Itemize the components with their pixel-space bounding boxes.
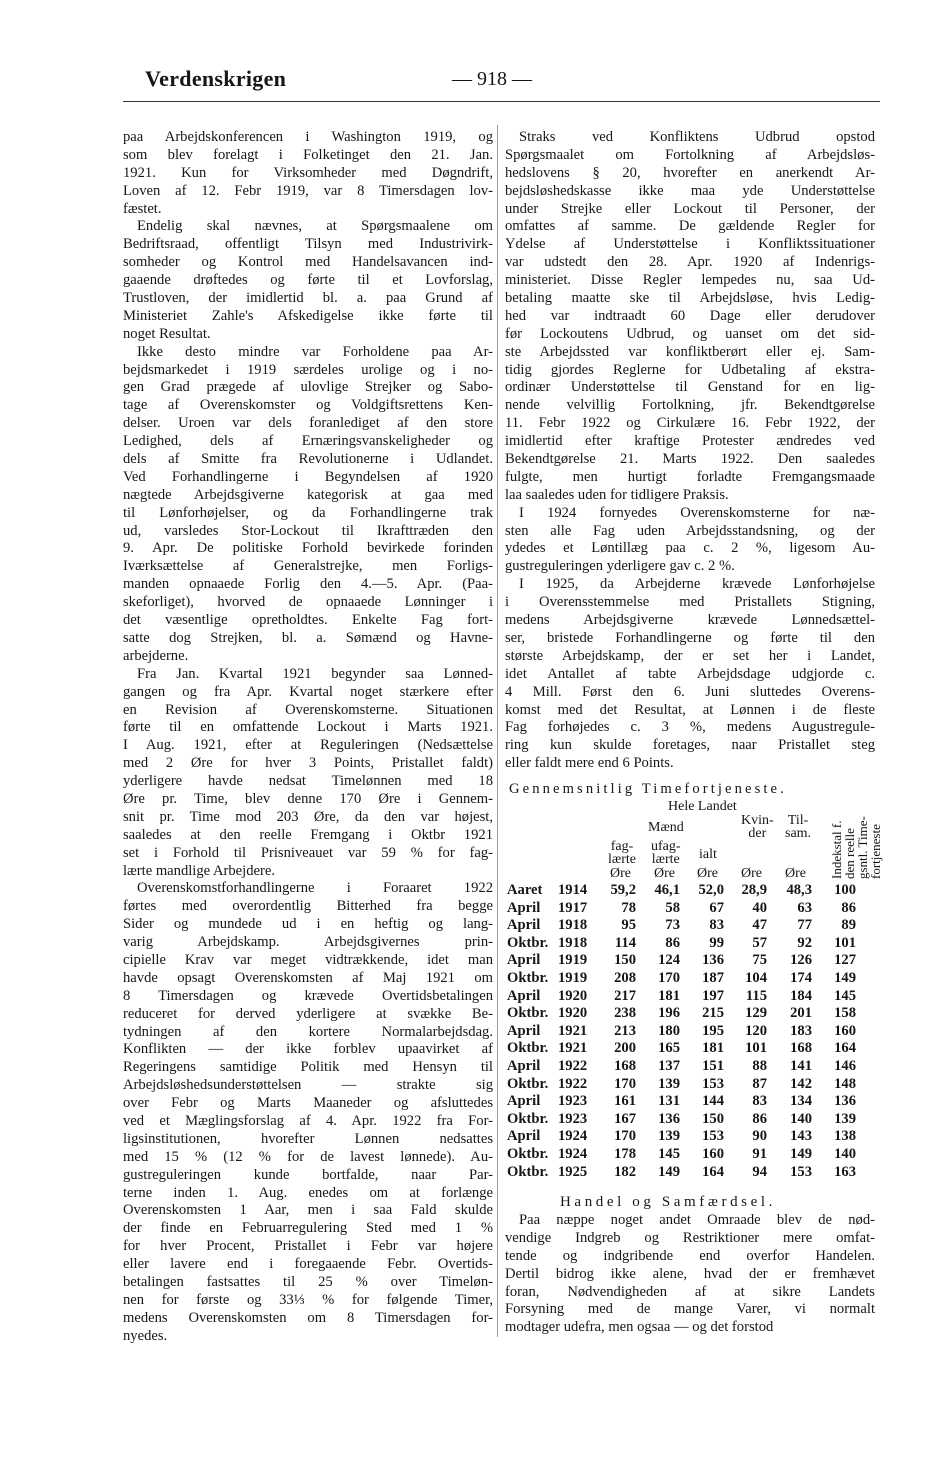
text-line: 4 Mill. Først den 6. Juni sluttedes Overens- bbox=[505, 683, 875, 700]
value-cell: 168 bbox=[614, 1058, 636, 1074]
text-line: arbejderne. bbox=[123, 647, 189, 664]
paragraph bbox=[123, 880, 493, 1345]
value-cell: 158 bbox=[834, 1005, 856, 1022]
unit-label: Øre bbox=[610, 866, 631, 881]
value-cell: 165 bbox=[658, 1040, 680, 1057]
header-rule bbox=[123, 101, 880, 102]
period-label: Aaret bbox=[507, 882, 543, 898]
text-line: hedslovens § 20, hvorefter en anerkendt Ar- bbox=[505, 164, 875, 181]
text-line: fulgte, men hurtigt forladte Fremgangsmaade bbox=[505, 468, 875, 485]
text-line: tende og indgribende end overfor Handelen. bbox=[505, 1247, 875, 1264]
value-cell: 142 bbox=[790, 1075, 812, 1092]
text-line: hed var indtraadt 60 Dage eller derudover bbox=[505, 307, 875, 324]
right-column bbox=[505, 129, 875, 773]
text-line: ud, varsledes Stor-Lockout til Ikrafttræden den bbox=[123, 522, 493, 539]
index-header-line: Indekstal f. bbox=[829, 820, 844, 879]
index-header-line: fortjeneste bbox=[868, 824, 883, 879]
text-line: til Lønforhøjelser, og da Forhandlingerne trak bbox=[123, 504, 493, 521]
header-faglaerte: fag- lærte bbox=[608, 839, 636, 867]
text-line: ydedes et Løntillæg paa c. 2 %, ligesom Au- bbox=[505, 540, 875, 557]
text-line: i Overensstemmelse med Pristallets Stigning, bbox=[505, 594, 875, 611]
value-cell: 137 bbox=[658, 1058, 680, 1074]
text-line: somheder og Kontrol med Handelsavancen ind- bbox=[123, 254, 493, 271]
text-line: delser. Uroen var dels foranlediget af den store bbox=[123, 415, 493, 432]
value-cell: 77 bbox=[797, 917, 812, 934]
value-cell: 59,2 bbox=[610, 882, 636, 898]
value-cell: 136 bbox=[702, 952, 724, 969]
text-line: Fra Jan. Kvartal 1921 begynder saa Lønned- bbox=[137, 665, 493, 682]
table-row bbox=[507, 1146, 877, 1164]
section-body bbox=[505, 1212, 875, 1337]
value-cell: 140 bbox=[834, 1146, 856, 1162]
value-cell: 195 bbox=[702, 1022, 724, 1039]
value-cell: 170 bbox=[614, 1075, 636, 1092]
value-cell: 180 bbox=[658, 1022, 680, 1039]
table-row bbox=[507, 1058, 877, 1076]
value-cell: 149 bbox=[658, 1163, 680, 1180]
text-line: som blev forelagt i Folketinget den 21. Jan. bbox=[123, 146, 493, 163]
value-cell: 92 bbox=[797, 934, 812, 951]
text-line: yderligere havde nedsat Timelønnen med 18 bbox=[123, 773, 493, 790]
text-line: Forsyning med de mange Varer, vi normalt bbox=[505, 1301, 875, 1318]
text-line: Ledighed, dels af Ernæringsvanskeligheder og bbox=[123, 433, 493, 450]
year-cell: 1918 bbox=[558, 917, 588, 934]
year-cell: 1920 bbox=[558, 1005, 588, 1022]
text-line: Ydelse af Understøttelse i Konfliktssituationer bbox=[505, 236, 875, 253]
unit-label: Øre bbox=[697, 866, 718, 881]
value-cell: 139 bbox=[834, 1110, 856, 1127]
text-line: tage af Overenskomster og Voldgiftsrettens Ken- bbox=[123, 397, 493, 414]
text-line: der finde en Februarregulering Sted med 1 % bbox=[123, 1220, 493, 1237]
value-cell: 196 bbox=[658, 1005, 680, 1022]
text-line: største Arbejdskamp, der er set her i Landet, bbox=[505, 647, 875, 664]
text-line: 11. Febr 1922 og Cirkulære 16. Febr 1922, der bbox=[505, 415, 875, 432]
value-cell: 89 bbox=[841, 917, 856, 934]
value-cell: 52,0 bbox=[698, 882, 724, 898]
text-line: over Febr og Marts Maaneder og afsluttedes bbox=[123, 1095, 493, 1112]
value-cell: 150 bbox=[702, 1110, 724, 1127]
table-title: Gennemsnitlig Timefortjeneste. bbox=[509, 781, 787, 797]
value-cell: 150 bbox=[614, 952, 636, 969]
value-cell: 40 bbox=[752, 899, 767, 916]
value-cell: 151 bbox=[702, 1058, 724, 1074]
text-line: modtager udefra, men ogsaa — og det forstod bbox=[505, 1319, 774, 1336]
table-row bbox=[507, 1128, 877, 1146]
value-cell: 114 bbox=[614, 934, 636, 951]
value-cell: 57 bbox=[752, 934, 767, 951]
unit-label: Øre bbox=[654, 866, 675, 881]
text-line: Dertil bidrog ikke alene, hvad der er fremhævet bbox=[505, 1265, 875, 1282]
text-line: imidlertid efter kraftige Protester ændredes ved bbox=[505, 433, 875, 450]
text-line: eller lavere end i foregaaende Febr. Overtids- bbox=[123, 1256, 493, 1273]
text-line: Paa næppe noget andet Omraade blev de nød- bbox=[519, 1212, 875, 1228]
text-line: sten alle Fag uden Arbejdsstandsning, og der bbox=[505, 522, 875, 539]
text-line: Ved Forhandlingerne i Begyndelsen af 1920 bbox=[123, 468, 493, 485]
paragraph bbox=[123, 129, 493, 218]
paragraph bbox=[505, 576, 875, 773]
text-line: 8 Timersdagen og krævede Overtidsbetalingen bbox=[123, 987, 493, 1004]
value-cell: 95 bbox=[621, 917, 636, 934]
text-line: med 2 Øre for hver 3 Points, Pristallet faldt) bbox=[123, 755, 493, 772]
text-line: nægtede Arbejdsgiverne kategorisk at gaa med bbox=[123, 486, 493, 503]
text-line: Konflikten — der ikke forblev upaavirket af bbox=[123, 1041, 493, 1058]
text-line: medens Overenskomsten om 8 Timersdagen for- bbox=[123, 1309, 493, 1326]
text-line: 9. Apr. De politiske Forhold bevirkede forinden bbox=[123, 540, 493, 557]
value-cell: 174 bbox=[790, 970, 812, 986]
value-cell: 170 bbox=[614, 1128, 636, 1145]
value-cell: 163 bbox=[834, 1163, 856, 1180]
text-line: noget Resultat. bbox=[123, 325, 211, 342]
text-line: gustreguleringen kunde bortfalde, naar Par- bbox=[123, 1166, 493, 1183]
year-cell: 1924 bbox=[558, 1128, 588, 1145]
text-line: varig Arbejdskamp. Arbejdsgivernes prin- bbox=[123, 934, 493, 951]
text-line: reduceret for derved yderligere at svække Be- bbox=[123, 1005, 493, 1022]
value-cell: 153 bbox=[702, 1128, 724, 1145]
table-row bbox=[507, 1023, 877, 1041]
value-cell: 138 bbox=[834, 1128, 856, 1145]
text-line: Øre pr. Time, blev denne 170 Øre i Gennem- bbox=[123, 790, 493, 807]
text-line: førte til en omfattende Lockout i Marts 1921. bbox=[123, 719, 493, 736]
value-cell: 83 bbox=[752, 1093, 767, 1110]
table-row bbox=[507, 952, 877, 970]
text-line: set i Forhold til Prisniveauet var 59 % for fag- bbox=[123, 844, 493, 861]
value-cell: 187 bbox=[702, 970, 724, 986]
text-line: nende velvillig Fortolkning, jfr. Bekendtgørelse bbox=[505, 397, 875, 414]
value-cell: 73 bbox=[665, 917, 680, 934]
year-cell: 1914 bbox=[558, 882, 588, 898]
text-line: medens Arbejdsgiverne krævede Lønnedsættel- bbox=[505, 612, 875, 629]
text-line: komst med det Resultat, at Lønnen i de fleste bbox=[505, 701, 875, 718]
value-cell: 100 bbox=[834, 882, 856, 898]
year-cell: 1922 bbox=[558, 1058, 588, 1074]
table-row bbox=[507, 935, 877, 953]
period-label: April bbox=[507, 1058, 541, 1074]
header-tilsammen: Til- sam. bbox=[785, 813, 812, 841]
value-cell: 167 bbox=[614, 1110, 636, 1127]
text-line: Spørgsmaalet om Fortolkning af Arbejdsløs- bbox=[505, 146, 875, 163]
text-line: bejdsmarkedet i 1919 særdeles urolige og i no- bbox=[123, 361, 493, 378]
value-cell: 149 bbox=[834, 970, 856, 986]
value-cell: 149 bbox=[790, 1146, 812, 1162]
table-row bbox=[507, 1040, 877, 1058]
text-line: paa Arbejdskonferencen i Washington 1919, og bbox=[123, 129, 493, 145]
header-ufaglaerte: ufag- lærte bbox=[651, 839, 681, 867]
value-cell: 182 bbox=[614, 1163, 636, 1180]
text-line: 1921. Kun for Virksomheder med Døgndrift, bbox=[123, 164, 493, 181]
text-line: havde opsagt Overenskomsten af Maj 1921 om bbox=[123, 969, 493, 986]
value-cell: 58 bbox=[665, 899, 680, 916]
column-divider bbox=[497, 125, 498, 1337]
value-cell: 126 bbox=[790, 952, 812, 969]
text-line: fæstet. bbox=[123, 200, 162, 217]
year-cell: 1918 bbox=[558, 934, 588, 951]
value-cell: 99 bbox=[709, 934, 724, 951]
text-line: Bekendtgørelse 21. Marts 1922. Den saaledes bbox=[505, 451, 875, 468]
text-line: Ministeriet Zahle's Afskedigelse ikke førte til bbox=[123, 307, 493, 324]
value-cell: 215 bbox=[702, 1005, 724, 1022]
value-cell: 145 bbox=[658, 1146, 680, 1162]
period-label: Oktbr. bbox=[507, 1110, 549, 1127]
text-line: nyedes. bbox=[123, 1327, 168, 1344]
text-line: vendige Indgreb og Restriktioner mere omfat- bbox=[505, 1229, 875, 1246]
text-line: nen for første og 33⅓ % for følgende Timer, bbox=[123, 1291, 493, 1308]
period-label: April bbox=[507, 1128, 541, 1145]
text-line: ligsinstitutionen, hvorefter Lønnen nedsattes bbox=[123, 1130, 493, 1147]
text-line: gustreguleringen yderligere gav c. 2 %. bbox=[505, 558, 735, 575]
text-line: betalingen fastsattes til 25 % over Timeløn- bbox=[123, 1274, 493, 1290]
text-line: idet Antallet af tabte Arbejdsdage udgjorde c. bbox=[505, 665, 875, 682]
text-line: før Lockoutens Udbrud, og uanset om det sid- bbox=[505, 325, 875, 342]
text-line: gaaende drøftedes og førte til et Lovforslag, bbox=[123, 272, 493, 289]
text-line: saaledes at den reelle Fremgang i Oktbr 1921 bbox=[123, 826, 493, 843]
value-cell: 127 bbox=[834, 952, 856, 969]
value-cell: 144 bbox=[702, 1093, 724, 1110]
paragraph bbox=[123, 666, 493, 881]
text-line: Endelig skal nævnes, at Spørgsmaalene om bbox=[137, 218, 493, 235]
text-line: Ikke desto mindre var Forholdene paa Ar- bbox=[137, 343, 493, 360]
value-cell: 28,9 bbox=[741, 882, 767, 898]
value-cell: 83 bbox=[709, 917, 724, 934]
text-line: cipielle Krav var meget vidtrækkende, idet man bbox=[123, 951, 493, 968]
paragraph bbox=[123, 218, 493, 343]
text-line: foran, Nødvendigheden af at sikre Landets bbox=[505, 1283, 875, 1300]
value-cell: 160 bbox=[702, 1146, 724, 1162]
left-column bbox=[123, 129, 493, 1346]
table-row bbox=[507, 900, 877, 918]
text-line: terne inden 1. Aug. enedes om at forlænge bbox=[123, 1184, 493, 1201]
text-line: tidig gjordes Reglerne for Udbetaling af ekstra- bbox=[505, 361, 875, 378]
text-line: snit pr. Time mod 203 Øre, da den var højest, bbox=[123, 808, 493, 825]
table-row bbox=[507, 1076, 877, 1094]
table-row bbox=[507, 988, 877, 1006]
period-label: Oktbr. bbox=[507, 1075, 549, 1092]
value-cell: 184 bbox=[790, 987, 812, 1004]
value-cell: 47 bbox=[752, 917, 767, 934]
period-label: April bbox=[507, 952, 541, 969]
year-cell: 1920 bbox=[558, 987, 588, 1004]
text-line: satte dog Strejken, bl. a. Sømænd og Havne- bbox=[123, 629, 493, 646]
value-cell: 183 bbox=[790, 1022, 812, 1039]
period-label: Oktbr. bbox=[507, 934, 549, 951]
value-cell: 63 bbox=[797, 899, 812, 916]
table-row bbox=[507, 917, 877, 935]
value-cell: 46,1 bbox=[654, 882, 680, 898]
value-cell: 124 bbox=[658, 952, 680, 969]
value-cell: 94 bbox=[752, 1163, 767, 1180]
value-cell: 115 bbox=[745, 987, 767, 1004]
value-cell: 91 bbox=[752, 1146, 767, 1162]
text-line: Trustloven, der imidlertid bl. a. paa Grund af bbox=[123, 290, 493, 307]
paragraph bbox=[123, 344, 493, 666]
value-cell: 104 bbox=[745, 970, 767, 986]
value-cell: 67 bbox=[709, 899, 724, 916]
running-header-title: Verdenskrigen bbox=[145, 66, 287, 91]
value-cell: 170 bbox=[658, 970, 680, 986]
unit-label: Øre bbox=[785, 866, 806, 881]
value-cell: 161 bbox=[614, 1093, 636, 1110]
value-cell: 86 bbox=[665, 934, 680, 951]
text-line: I Aug. 1921, efter at Reguleringen (Nedsættelse bbox=[123, 737, 493, 754]
value-cell: 86 bbox=[841, 899, 856, 916]
text-line: Fag forhøjedes c. 3 %, medens Augustregule- bbox=[505, 719, 875, 736]
page-number: — 918 — bbox=[452, 68, 532, 90]
index-header-line: den reelle bbox=[842, 828, 857, 879]
value-cell: 148 bbox=[834, 1075, 856, 1092]
value-cell: 145 bbox=[834, 987, 856, 1004]
text-line: bejdsløshedskasse ikke maa yde Understøttelse bbox=[505, 182, 875, 199]
text-line: eller faldt mere end 6 Points. bbox=[505, 755, 674, 772]
value-cell: 197 bbox=[702, 987, 724, 1004]
value-cell: 201 bbox=[790, 1005, 812, 1022]
value-cell: 86 bbox=[752, 1110, 767, 1127]
text-line: manden opnaaede Forlig den 4.—5. Apr. (Paa- bbox=[123, 576, 493, 593]
value-cell: 181 bbox=[702, 1040, 724, 1057]
value-cell: 164 bbox=[702, 1163, 724, 1180]
text-line: Overenskomsten 1 Aar, men i saa Fald skulde bbox=[123, 1202, 493, 1219]
period-label: April bbox=[507, 987, 541, 1004]
header-maend: Mænd bbox=[648, 820, 684, 835]
period-label: April bbox=[507, 1022, 541, 1039]
value-cell: 90 bbox=[752, 1128, 767, 1145]
period-label: Oktbr. bbox=[507, 1146, 549, 1162]
table-row bbox=[507, 882, 877, 900]
paragraph bbox=[505, 129, 875, 505]
value-cell: 181 bbox=[658, 987, 680, 1004]
year-cell: 1923 bbox=[558, 1093, 588, 1110]
text-line: laa saaledes uden for tidligere Praksis. bbox=[505, 486, 729, 503]
text-line: en Revision af Overenskomsterne. Situationen bbox=[123, 701, 493, 718]
text-line: Arbejdsløshedsunderstøttelsen — strakte sig bbox=[123, 1077, 493, 1094]
text-line: for hver Procent, Pristallet i Febr var højere bbox=[123, 1238, 493, 1255]
value-cell: 160 bbox=[834, 1022, 856, 1039]
value-cell: 164 bbox=[834, 1040, 856, 1057]
header-ialt: ialt bbox=[699, 847, 717, 862]
text-line: ministeriet. Disse Regler lempedes nu, saa Ud- bbox=[505, 272, 875, 289]
period-label: Oktbr. bbox=[507, 1163, 549, 1180]
text-line: under Strejke eller Lockout til Personer, der bbox=[505, 200, 875, 217]
text-line: ring kun skulde foretages, naar Pristallet steg bbox=[505, 737, 875, 754]
table-row bbox=[507, 1164, 877, 1182]
period-label: Oktbr. bbox=[507, 1040, 549, 1057]
text-line: Loven af 12. Febr 1919, var 8 Timersdagen lov- bbox=[123, 182, 493, 199]
period-label: Oktbr. bbox=[507, 970, 549, 986]
value-cell: 146 bbox=[834, 1058, 856, 1074]
value-cell: 213 bbox=[614, 1022, 636, 1039]
value-cell: 139 bbox=[658, 1128, 680, 1145]
text-line: førtes med overordentlig Bitterhed fra begge bbox=[123, 898, 493, 915]
text-line: det væsentlige opretholdtes. Enkelte Fag fort- bbox=[123, 612, 493, 629]
value-cell: 168 bbox=[790, 1040, 812, 1057]
period-label: April bbox=[507, 917, 541, 934]
index-header-line: gsntl. Time- bbox=[855, 816, 870, 879]
text-line: gangen og fra Apr. Kvartal noget stærkere efter bbox=[123, 683, 493, 700]
value-cell: 75 bbox=[752, 952, 767, 969]
text-line: I 1924 fornyedes Overenskomsterne for næ- bbox=[519, 504, 875, 521]
value-cell: 101 bbox=[834, 934, 856, 951]
value-cell: 217 bbox=[614, 987, 636, 1004]
paragraph bbox=[505, 505, 875, 577]
value-cell: 101 bbox=[745, 1040, 767, 1057]
value-cell: 136 bbox=[658, 1110, 680, 1127]
unit-label: Øre bbox=[741, 866, 762, 881]
value-cell: 129 bbox=[745, 1005, 767, 1022]
year-cell: 1922 bbox=[558, 1075, 588, 1092]
text-line: Sider og mundede ud i en heftig og lang- bbox=[123, 916, 493, 933]
year-cell: 1919 bbox=[558, 970, 588, 986]
year-cell: 1924 bbox=[558, 1146, 588, 1162]
period-label: Oktbr. bbox=[507, 1005, 549, 1022]
value-cell: 178 bbox=[614, 1146, 636, 1162]
text-line: betaling maatte ske til Arbejdsløse, hvis Ledig- bbox=[505, 290, 875, 307]
text-line: lærte mandlige Arbejdere. bbox=[123, 862, 275, 879]
value-cell: 120 bbox=[745, 1022, 767, 1039]
year-cell: 1917 bbox=[558, 899, 588, 916]
value-cell: 143 bbox=[790, 1128, 812, 1145]
value-cell: 134 bbox=[790, 1093, 812, 1110]
value-cell: 78 bbox=[621, 899, 636, 916]
text-line: ser, bristede Forhandlingerne og førte til den bbox=[505, 629, 875, 646]
period-label: April bbox=[507, 899, 541, 916]
year-cell: 1923 bbox=[558, 1110, 588, 1127]
table-row bbox=[507, 1093, 877, 1111]
text-line: tydningen af den kortere Normalarbejdsdag. bbox=[123, 1023, 493, 1040]
value-cell: 238 bbox=[614, 1005, 636, 1022]
text-line: Bedriftsraad, offentligt Tilsyn med Industrivirk- bbox=[123, 236, 493, 253]
paragraph bbox=[505, 1212, 875, 1337]
value-cell: 88 bbox=[752, 1058, 767, 1074]
text-line: Straks ved Konfliktens Udbrud opstod bbox=[519, 129, 875, 145]
header-hele-landet: Hele Landet bbox=[668, 799, 737, 814]
value-cell: 140 bbox=[790, 1110, 812, 1127]
text-line: var udstedt den 28. Apr. 1920 af Indenrigs- bbox=[505, 254, 875, 271]
text-line: med 15 % (12 % for de lavest lønnede). Au- bbox=[123, 1148, 493, 1165]
text-line: skeforliget), hvorved de opnaaede Lønninger i bbox=[123, 594, 493, 611]
text-line: Regeringens samtidige Politik med Hensyn til bbox=[123, 1059, 493, 1076]
value-cell: 48,3 bbox=[786, 882, 812, 898]
text-line: Iværksættelse af Generalstrejke, men Forligs- bbox=[123, 558, 493, 575]
value-cell: 139 bbox=[658, 1075, 680, 1092]
text-line: omfattes af samme. De gældende Regler for bbox=[505, 218, 875, 235]
value-cell: 136 bbox=[834, 1093, 856, 1110]
period-label: April bbox=[507, 1093, 541, 1110]
text-line: ste Arbejdssted var konfliktberørt eller ej. Sam- bbox=[505, 343, 875, 360]
text-line: Overenskomstforhandlingerne i Foraaret 1922 bbox=[137, 880, 493, 897]
text-line: ved et Mæglingsforslag af 4. Apr. 1922 fra For- bbox=[123, 1112, 493, 1129]
year-cell: 1919 bbox=[558, 952, 588, 969]
year-cell: 1925 bbox=[558, 1163, 588, 1180]
header-kvinder: Kvin- der bbox=[741, 813, 774, 841]
value-cell: 141 bbox=[790, 1058, 812, 1074]
text-line: I 1925, da Arbejderne krævede Lønforhøjelse bbox=[519, 576, 875, 593]
value-cell: 131 bbox=[658, 1093, 680, 1110]
section-heading: Handel og Samfærdsel. bbox=[560, 1194, 776, 1210]
value-cell: 200 bbox=[614, 1040, 636, 1057]
value-cell: 153 bbox=[790, 1163, 812, 1180]
text-line: dels af Smitte fra Revolutionerne i Udlandet. bbox=[123, 451, 493, 468]
value-cell: 208 bbox=[614, 970, 636, 986]
year-cell: 1921 bbox=[558, 1022, 588, 1039]
value-cell: 87 bbox=[752, 1075, 767, 1092]
value-cell: 153 bbox=[702, 1075, 724, 1092]
table-row bbox=[507, 1111, 877, 1129]
table-row bbox=[507, 1005, 877, 1023]
table-row bbox=[507, 970, 877, 988]
year-cell: 1921 bbox=[558, 1040, 588, 1057]
text-line: gen Grad prægede af ulovlige Strejker og Sabo- bbox=[123, 379, 493, 396]
text-line: ordinær Understøttelse til Genstand for en lig- bbox=[505, 379, 875, 396]
